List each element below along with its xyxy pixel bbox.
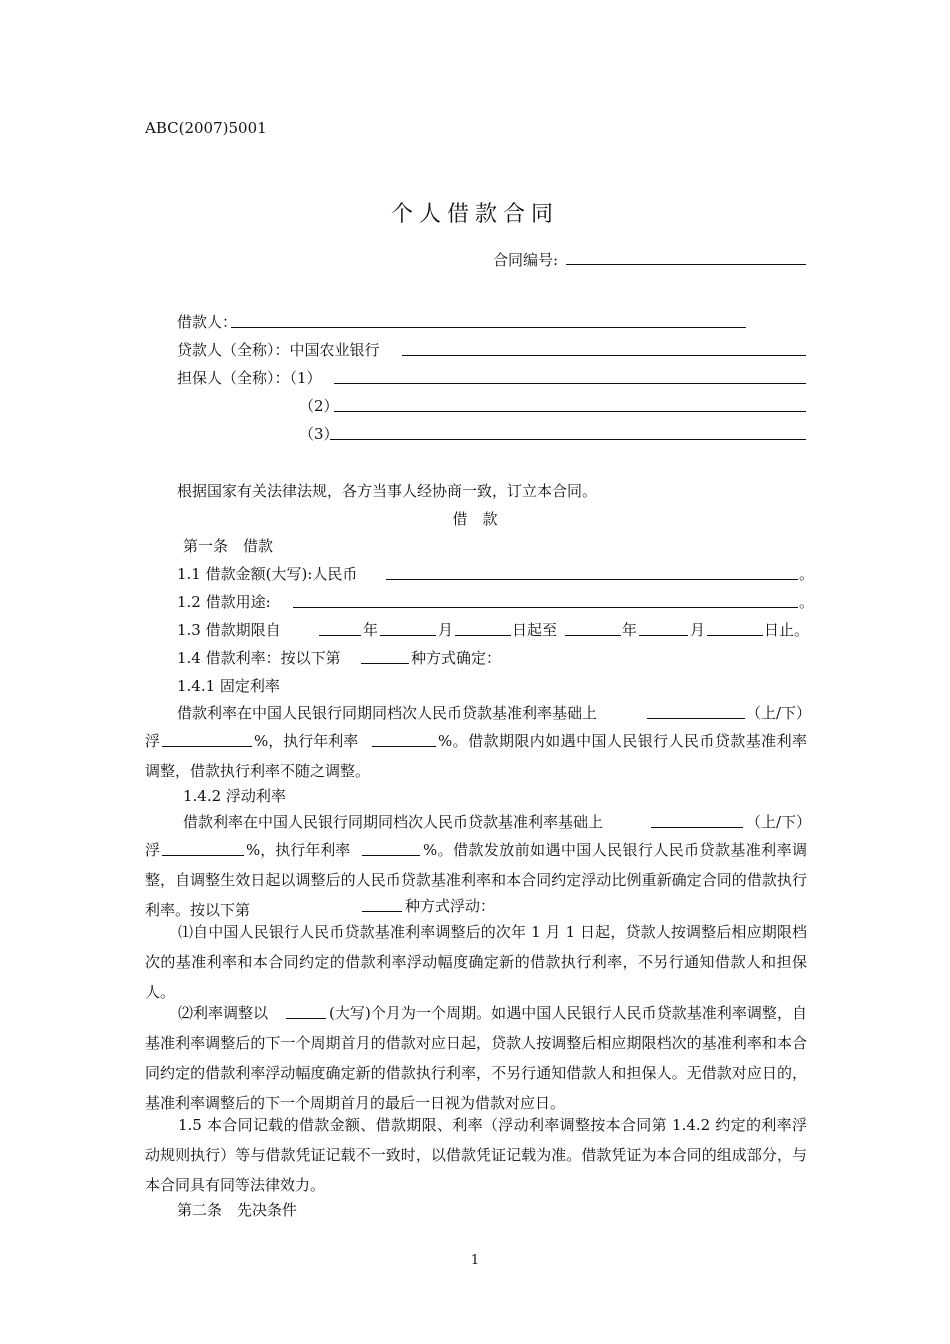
float-rate-float-label: 浮 xyxy=(145,841,161,859)
page-number: 1 xyxy=(470,1253,480,1268)
section-title: 借 款 xyxy=(452,510,498,528)
guarantor-1-line[interactable] xyxy=(334,383,806,384)
article-1-heading: 第一条 借款 xyxy=(183,537,274,555)
lender-label: 贷款人（全称）：中国农业银行 xyxy=(177,341,380,359)
term-month-1: 月 xyxy=(438,621,454,639)
float-rate-exec-label: %，执行年利率 xyxy=(246,841,351,859)
term-start-month-line[interactable] xyxy=(380,635,436,636)
fixed-rate-exec-label: %，执行年利率 xyxy=(254,732,359,750)
term-start-year-line[interactable] xyxy=(319,635,361,636)
guarantor-2-label: （2） xyxy=(299,397,339,415)
guarantor-3-label: （3） xyxy=(299,425,339,443)
borrower-line[interactable] xyxy=(231,327,746,328)
fixed-rate-text-a: 借款利率在中国人民银行同期同档次人民币贷款基准利率基础上 xyxy=(177,704,598,722)
fixed-rate-heading: 1.4.1 固定利率 xyxy=(177,677,280,695)
loan-amount-line[interactable] xyxy=(386,579,798,580)
fixed-rate-float-label: 浮 xyxy=(145,732,161,750)
float-rate-text-c: %。借款发放前如遇中国人民银行人民币贷款基准利率调整，自调整生效日起以调整后的人民币贷款基准利率和本合同约定浮动比例重新确定合同的借款执行利率。按以下第 xyxy=(145,841,807,919)
document-title: 个人借款合同 xyxy=(390,202,559,227)
float-item-2-b: (大写)个月为一个周期。如遇中国人民银行人民币贷款基准利率调整，自基准利率调整后的下一个周期首月的借款对应日起，贷款人按调整后相应期限档次的基准利率和本合同约定的借款利率浮动幅度确定新的借款执行利率，不另行通知借款人和担保人。无借款对应日的，基准利率调整后的下一个周期首月的最后一日视为借款对应日。 xyxy=(145,1004,807,1112)
rate-method-line[interactable] xyxy=(361,663,409,664)
loan-purpose-label: 1.2 借款用途: xyxy=(177,593,271,611)
contract-number-label: 合同编号: xyxy=(493,251,559,269)
loan-amount-label: 1.1 借款金额(大写):人民币 xyxy=(177,565,358,583)
rate-label: 1.4 借款利率：按以下第 xyxy=(177,649,341,667)
guarantor-label: 担保人（全称）：（1） xyxy=(177,369,322,387)
fixed-rate-updown: （上/下） xyxy=(746,704,812,722)
term-day-end: 日止。 xyxy=(764,621,810,639)
term-day-from: 日起至 xyxy=(512,621,558,639)
loan-purpose-period: 。 xyxy=(799,593,815,611)
loan-purpose-line[interactable] xyxy=(293,607,798,608)
term-month-2: 月 xyxy=(690,621,706,639)
article-2-heading: 第二条 先决条件 xyxy=(177,1201,298,1219)
guarantor-3-line[interactable] xyxy=(330,439,806,440)
float-rate-updown: （上/下） xyxy=(746,813,812,831)
term-start-day-line[interactable] xyxy=(455,635,511,636)
fixed-rate-text-c: %。借款期限内如遇中国人民银行人民币贷款基准利率调整，借款执行利率不随之调整。 xyxy=(145,732,807,780)
loan-term-label: 1.3 借款期限自 xyxy=(177,621,281,639)
float-method-line[interactable] xyxy=(362,911,402,912)
term-year-1: 年 xyxy=(363,621,379,639)
float-rate-text-a: 借款利率在中国人民银行同期同档次人民币贷款基准利率基础上 xyxy=(183,813,604,831)
term-end-month-line[interactable] xyxy=(639,635,688,636)
clause-1-5: 1.5 本合同记载的借款金额、借款期限、利率（浮动利率调整按本合同第 1.4.2 约定的利率浮动规则执行）等与借款凭证记载不一致时，以借款凭证记载为准。借款凭证为本合同的组成部分，与本合同具有同等法律效力。 xyxy=(145,1116,807,1194)
term-end-day-line[interactable] xyxy=(707,635,763,636)
contract-number-line[interactable] xyxy=(566,264,806,265)
term-end-year-line[interactable] xyxy=(565,635,621,636)
float-rate-updown-line[interactable] xyxy=(651,827,743,828)
borrower-label: 借款人： xyxy=(177,313,238,331)
float-rate-text-d: 种方式浮动： xyxy=(405,897,496,915)
fixed-rate-updown-line[interactable] xyxy=(647,718,745,719)
rate-label-tail: 种方式确定： xyxy=(411,649,502,667)
guarantor-2-line[interactable] xyxy=(334,411,806,412)
float-item-1: ⑴自中国人民银行人民币贷款基准利率调整后的次年 1 月 1 日起，贷款人按调整后相应期限档次的基准利率和本合同约定的借款利率浮动幅度确定新的借款执行利率，不另行通知借款人和担保人。 xyxy=(145,923,807,1001)
float-item-2-a: ⑵利率调整以 xyxy=(178,1004,269,1022)
lender-line[interactable] xyxy=(402,355,806,356)
intro-text: 根据国家有关法律法规，各方当事人经协商一致，订立本合同。 xyxy=(177,482,598,500)
term-year-2: 年 xyxy=(622,621,638,639)
float-rate-heading: 1.4.2 浮动利率 xyxy=(183,787,286,805)
loan-amount-period: 。 xyxy=(799,565,815,583)
document-code: ABC(2007)5001 xyxy=(145,119,267,137)
